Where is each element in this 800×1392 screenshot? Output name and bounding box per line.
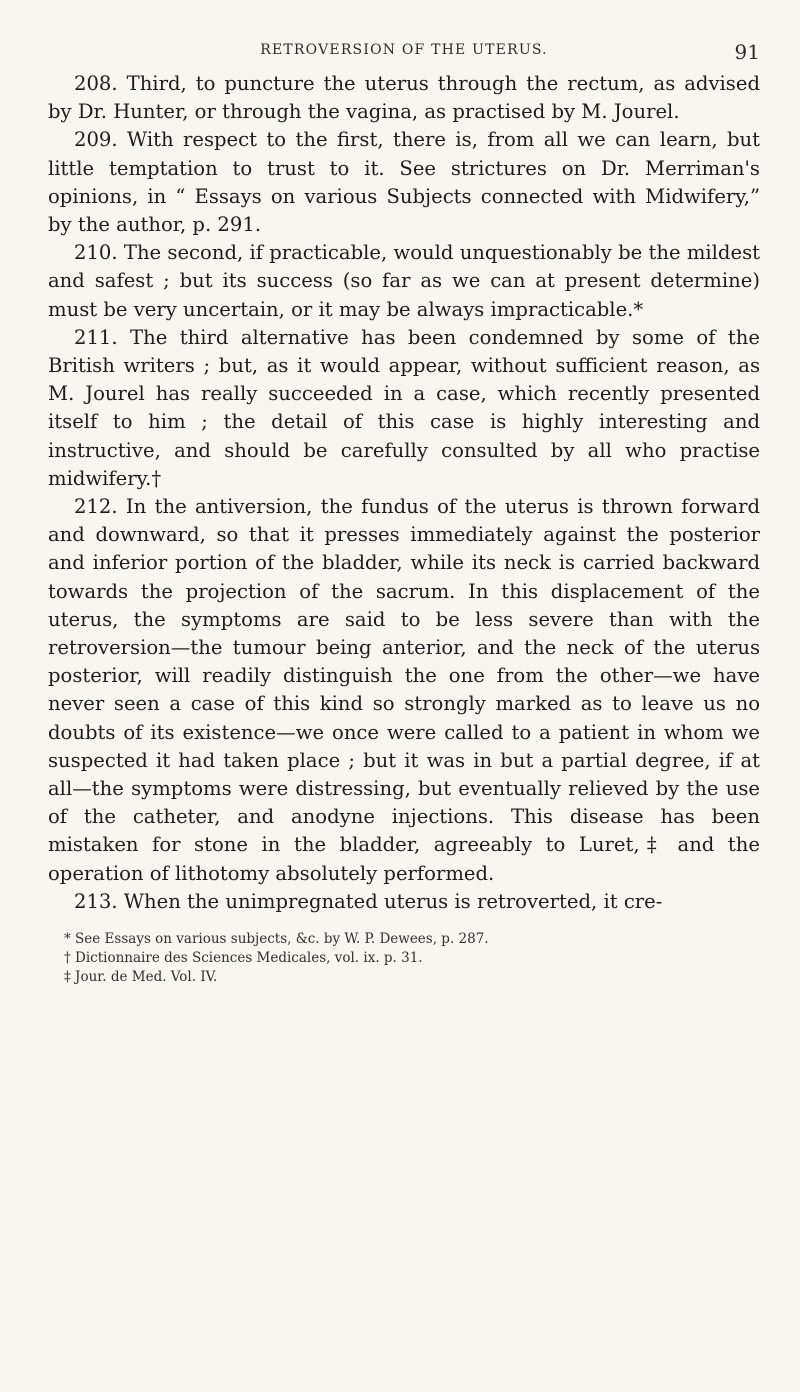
paragraph-211: 211. The third alternative has been condemned by some of the British writers ; but, as it would appear, without sufficient reason, as M. Jourel has really succeeded in a case, which recently presented itself to him ; the detail of this case is highly interesting and instructive, and should be carefully consulted by all who practise midwifery.† — [48, 325, 760, 490]
body-text — [48, 70, 760, 916]
footnote-asterisk: * See Essays on various subjects, &c. by W. P. Dewees, p. 287. — [64, 931, 489, 948]
running-head — [48, 40, 760, 70]
page-number: 91 — [734, 40, 760, 64]
footnote-dagger: † Dictionnaire des Sciences Medicales, vol. ix. p. 31. — [64, 950, 423, 967]
paragraph-210: 210. The second, if practicable, would unquestionably be the mildest and safest ; but its success (so far as we can at present determine) must be very uncertain, or it may be always impracticable.* — [48, 241, 760, 321]
paragraph-209: 209. With respect to the first, there is, from all we can learn, but little temptation to trust to it. See strictures on Dr. Merriman's opinions, in “ Essays on various Subjects connected with Midwifery,” by the author, p. 291. — [48, 128, 760, 237]
paragraph-212: 212. In the antiversion, the fundus of the uterus is thrown forward and downward, so that it presses immediately against the posterior and inferior portion of the bladder, while its neck is carried backward towards the projection of the sacrum. In this displacement of the uterus, the symptoms are said to be less severe than with the retroversion—the tumour being anterior, and the neck of the uterus posterior, will readily distinguish the one from the other—we have never seen a case of this kind so strongly marked as to leave us no doubts of its existence—we once were called to a patient in whom we suspected it had taken place ; but it was in but a partial degree, if at all—the symptoms were distressing, but eventually relieved by the use of the catheter, and anodyne injections. This disease has been mistaken for stone in the bladder, agreeably to Luret,‡ and the operation of lithotomy absolutely performed. — [48, 495, 760, 885]
footnote-double-dagger: ‡ Jour. de Med. Vol. IV. — [64, 969, 218, 986]
paragraph-213: 213. When the unimpregnated uterus is retroverted, it cre- — [74, 889, 663, 913]
running-title: RETROVERSION OF THE UTERUS. — [260, 42, 548, 58]
paragraph-208: 208. Third, to puncture the uterus through the rectum, as advised by Dr. Hunter, or through the vagina, as practised by M. Jourel. — [48, 72, 760, 124]
footnotes — [48, 930, 760, 987]
book-page — [48, 40, 760, 987]
